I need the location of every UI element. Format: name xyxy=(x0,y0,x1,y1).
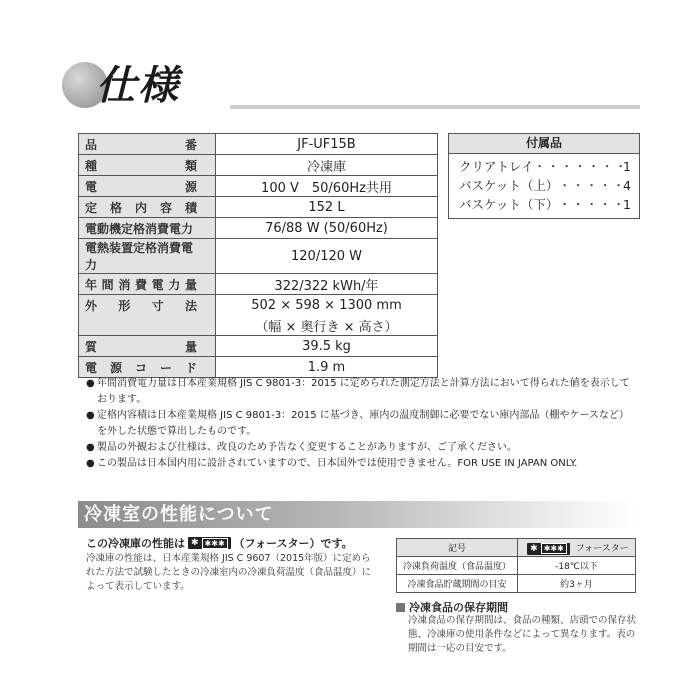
spec-label-char: 形 xyxy=(118,299,131,313)
bullet-icon: ● xyxy=(86,442,95,453)
spec-label-char: 定 xyxy=(85,200,98,215)
storage-heading-text: 冷凍食品の保存期間 xyxy=(409,601,508,614)
note-item xyxy=(86,408,636,440)
heading-rule xyxy=(230,105,640,109)
spec-label-char: 外 xyxy=(85,299,98,313)
spec-value: 322/322 kWh/年 xyxy=(216,274,438,295)
note-item xyxy=(86,440,636,456)
spec-value: 100 V 50/60Hz共用 xyxy=(216,176,438,197)
spec-row xyxy=(79,336,438,357)
freezer-description: 冷凍庫の性能は、日本産業規格 JIS C 9607（2015年版）に定められた方法で試験したときの冷凍室内の冷凍負荷温度（食品温度）によって表示しています。 xyxy=(86,553,372,592)
spec-label-char: 費 xyxy=(134,277,147,292)
spec-label-char: 消 xyxy=(118,277,131,292)
accessory-name: クリアトレイ xyxy=(459,159,534,174)
spec-value: 152 L xyxy=(216,197,438,218)
bullet-icon: ● xyxy=(86,458,95,469)
star-icon: ✱ xyxy=(530,543,538,554)
note-text: 年間消費電力量は日本産業規格 JIS C 9801-3：2015 に定められた測定方法と計算方法において得られた値を表示しております。 xyxy=(97,378,630,405)
spec-row xyxy=(79,155,438,176)
spec-row xyxy=(79,218,438,239)
rank-row-value: -18℃以下 xyxy=(518,557,636,575)
perf-prefix: この冷凍庫の性能は xyxy=(86,537,185,550)
storage-heading xyxy=(396,599,508,615)
notes-list xyxy=(86,376,636,472)
note-text: 製品の外観および仕様は、改良のため予告なく変更することがありますが、ご了承ください。 xyxy=(97,442,517,453)
spec-value: 120/120 W xyxy=(216,239,438,274)
accessory-name: バスケット（下） xyxy=(459,197,559,212)
note-item xyxy=(86,456,636,472)
spec-label xyxy=(79,176,216,197)
spec-label xyxy=(79,357,216,378)
spec-row xyxy=(79,357,438,378)
spec-label xyxy=(79,218,216,239)
spec-label-char: 寸 xyxy=(151,299,164,313)
spec-title: 仕様 xyxy=(96,63,180,109)
rank-row-label: 冷凍負荷温度（食品温度） xyxy=(397,557,518,575)
spec-row xyxy=(79,134,438,155)
spec-value: 1.9 m xyxy=(216,357,438,378)
perf-suffix: （フォースター）です。 xyxy=(233,537,353,550)
spec-row xyxy=(79,176,438,197)
storage-description: 冷凍食品の保存期間は、食品の種類、店頭での保存状態、冷凍庫の使用条件などによって異なります。表の期間は一応の目安です。 xyxy=(408,615,637,654)
rank-row xyxy=(397,557,636,575)
spec-label xyxy=(79,134,216,155)
spec-label-char: 力 xyxy=(168,277,181,292)
freezer-performance xyxy=(86,535,353,551)
spec-label-char: 源 xyxy=(109,360,122,375)
dot-leader xyxy=(558,195,623,214)
rank-row xyxy=(397,575,636,593)
spec-heading xyxy=(62,58,642,116)
accessory-item xyxy=(459,157,631,176)
spec-label xyxy=(79,155,216,176)
spec-label xyxy=(79,197,216,218)
three-star-icon: ✱✱✱ xyxy=(202,538,228,549)
spec-table xyxy=(78,133,438,378)
spec-value: 502 × 598 × 1300 mm xyxy=(216,295,438,316)
accessory-qty: 1 xyxy=(623,197,631,212)
spec-label-char: コ xyxy=(134,360,147,375)
spec-row xyxy=(79,295,438,316)
spec-value: 冷凍庫 xyxy=(216,155,438,176)
dot-leader xyxy=(533,157,623,176)
bullet-icon: ● xyxy=(86,378,95,389)
square-bullet-icon xyxy=(396,603,405,612)
spec-label-char: ー xyxy=(159,360,172,375)
spec-value: JF-UF15B xyxy=(216,134,438,155)
accessory-item xyxy=(459,195,631,214)
rank-row-value: 約3ヶ月 xyxy=(518,575,636,593)
spec-label-char: ド xyxy=(184,360,197,375)
note-item xyxy=(86,376,636,408)
freezer-heading xyxy=(78,501,638,528)
freezer-heading-text: 冷凍室の性能について xyxy=(84,504,274,525)
accessories-list xyxy=(449,154,639,214)
spec-label-char: 電 xyxy=(85,360,98,375)
note-text: この製品は日本国内用に設計されていますので、日本国外では使用できません。FOR USE IN JAPAN ONLY. xyxy=(97,458,578,469)
freezer-rank-table xyxy=(396,538,636,593)
spec-label-char: 番 xyxy=(184,137,197,152)
accessory-qty: 4 xyxy=(623,178,631,193)
spec-label-char: 類 xyxy=(184,158,197,173)
spec-label xyxy=(79,336,216,357)
spec-label-char: 電動機定格消費電力 xyxy=(85,221,194,236)
accessory-name: バスケット（上） xyxy=(459,178,559,193)
rank-header-text: フォースター xyxy=(575,543,629,554)
spec-row xyxy=(79,274,438,295)
spec-value: 39.5 kg xyxy=(216,336,438,357)
note-text: 定格内容積は日本産業規格 JIS C 9801-3：2015 に基づき、庫内の温度制御に必要でない庫内部品（棚やケースなど）を外した状態で算出したものです。 xyxy=(97,410,629,437)
spec-label xyxy=(79,274,216,295)
spec-row xyxy=(79,197,438,218)
spec-label-char: 容 xyxy=(159,200,172,215)
spec-label-char: 電熱装置定格消費電力 xyxy=(85,241,194,272)
spec-label-char: 源 xyxy=(184,179,197,194)
spec-label-char: 積 xyxy=(184,200,197,215)
spec-label-char: 電 xyxy=(151,277,164,292)
spec-label-char: 量 xyxy=(184,339,197,354)
rank-row-label: 冷凍食品貯蔵期間の目安 xyxy=(397,575,518,593)
spec-label-char: 電 xyxy=(85,179,98,194)
accessories-title: 付属品 xyxy=(449,134,639,154)
spec-label xyxy=(79,295,216,336)
spec-label-char: 格 xyxy=(109,200,122,215)
spec-label-char: 質 xyxy=(85,339,98,354)
three-star-icon: ✱✱✱ xyxy=(541,543,567,554)
four-star-mark xyxy=(527,543,570,555)
spec-label-char: 間 xyxy=(101,277,114,292)
spec-label-char: 法 xyxy=(184,299,197,313)
accessory-item xyxy=(459,176,631,195)
spec-label xyxy=(79,239,216,274)
star-icon: ✱ xyxy=(191,538,199,548)
spec-label-char: 量 xyxy=(184,277,197,292)
dot-leader xyxy=(558,176,623,195)
rank-header-value xyxy=(518,539,636,557)
spec-value: 76/88 W (50/60Hz) xyxy=(216,218,438,239)
rank-header-row xyxy=(397,539,636,557)
spec-value-note: （幅 × 奥行き × 高さ） xyxy=(216,315,438,336)
spec-label-char: 内 xyxy=(134,200,147,215)
spec-label-char: 年 xyxy=(85,277,98,292)
rank-header-label: 記号 xyxy=(397,539,518,557)
spec-label-char: 品 xyxy=(85,137,98,152)
bullet-icon: ● xyxy=(86,410,95,421)
four-star-mark xyxy=(188,537,231,549)
accessories-box xyxy=(448,133,640,219)
spec-label-char: 種 xyxy=(85,158,98,173)
accessory-qty: 1 xyxy=(623,159,631,174)
spec-row xyxy=(79,239,438,274)
